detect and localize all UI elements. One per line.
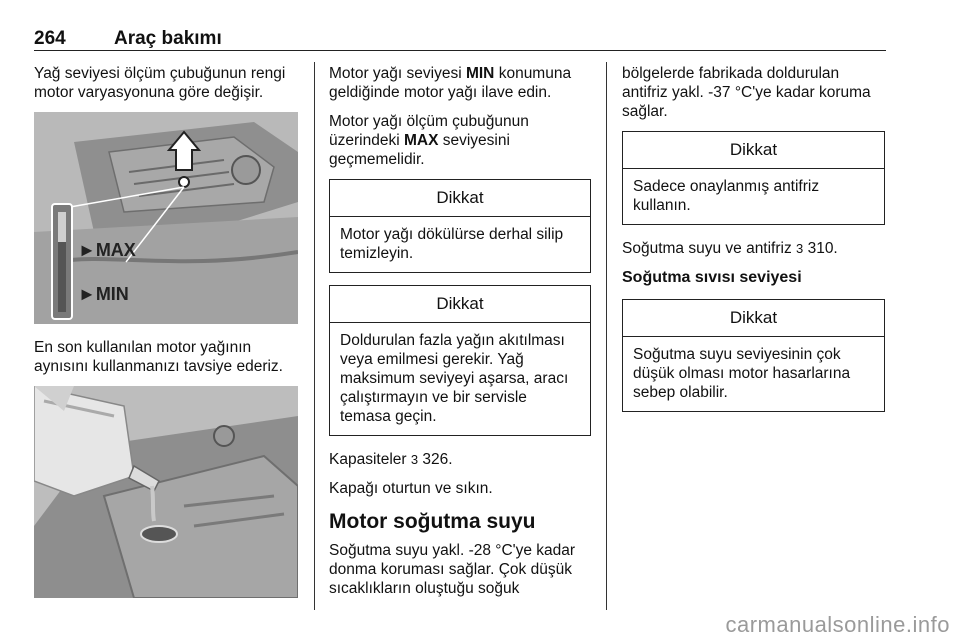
max-level-text-pre: Motor yağı ölçüm çubuğunun üzerindeki [329,113,529,149]
column-2 [329,64,591,608]
coolant-page-link[interactable]: 310. [803,240,838,257]
notice-body: Soğutma suyu seviyesinin çok düşük olması motor hasarlarına sebep olabilir. [633,346,851,401]
notice-body: Motor yağı dökülürse derhal silip temizleyin. [340,226,564,262]
coolant-intro-text: Soğutma suyu yakl. -28 °C'ye kadar donma koruması sağlar. Çok düşük sıcaklıkların oluştuğu soğuk [329,542,576,597]
notice-box-coolant-level [622,299,885,412]
dipstick-color-text: Yağ seviyesi ölçüm çubuğunun rengi motor varyasyonuna göre değişir. [34,65,286,101]
column-divider-1 [314,62,315,610]
capacities-text: Kapasiteler [329,451,411,468]
capacities-reference [329,450,591,469]
max-level-text [329,112,591,169]
page-header [34,26,886,51]
add-oil-text [329,64,591,102]
page-title: Araç bakımı [114,28,222,49]
oil-pouring-image [34,386,298,598]
watermark: carmanualsonline.info [725,612,950,637]
notice-box-spill [329,179,591,273]
notice-heading: Dikkat [623,132,884,169]
dipstick-illustration [34,112,298,324]
notice-heading: Dikkat [623,300,884,337]
antifreeze-text: bölgelerde fabrikada doldurulan antifriz yakl. -37 °C'ye kadar koruma sağlar. [622,65,871,120]
coolant-level-heading: Soğutma sıvısı seviyesi [622,269,802,286]
notice-heading: Dikkat [330,286,590,323]
reference-arrow-icon: 3 [410,452,419,467]
engine-dipstick-image [34,112,298,324]
oil-recommendation-text: En son kullanılan motor yağının aynısını kullanmanızı tavsiye ederiz. [34,339,283,375]
min-keyword: MIN [465,65,495,82]
notice-heading: Dikkat [330,180,590,217]
min-label: ►MIN [78,284,129,304]
notice-box-overfill [329,285,591,436]
page-number: 264 [34,28,66,49]
add-oil-text-post: konumuna geldiğinde motor yağı ilave edin. [329,65,572,101]
reference-arrow-icon: 3 [796,241,804,256]
coolant-reference [622,239,885,258]
coolant-ref-text: Soğutma suyu ve antifriz [622,240,797,257]
column-3 [622,64,885,424]
coolant-heading: Motor soğutma suyu [329,510,536,533]
max-label: ►MAX [78,240,136,260]
oil-filling-illustration [34,386,298,598]
cap-tighten-text: Kapağı oturtun ve sıkın. [329,480,493,497]
max-level-text-post: seviyesini geçmemelidir. [329,132,510,168]
column-1 [34,64,302,608]
max-keyword: MAX [403,132,439,149]
add-oil-text-pre: Motor yağı seviyesi [329,65,466,82]
capacities-page-link[interactable]: 326. [418,451,453,468]
notice-body: Sadece onaylanmış antifriz kullanın. [633,178,820,214]
column-divider-2 [606,62,607,610]
notice-box-antifreeze [622,131,885,225]
notice-body: Doldurulan fazla yağın akıtılması veya emilmesi gerekir. Yağ maksimum seviyeyi aşarsa, aracı çalıştırmayın ve bir servisle temasa geçin. [340,332,569,425]
